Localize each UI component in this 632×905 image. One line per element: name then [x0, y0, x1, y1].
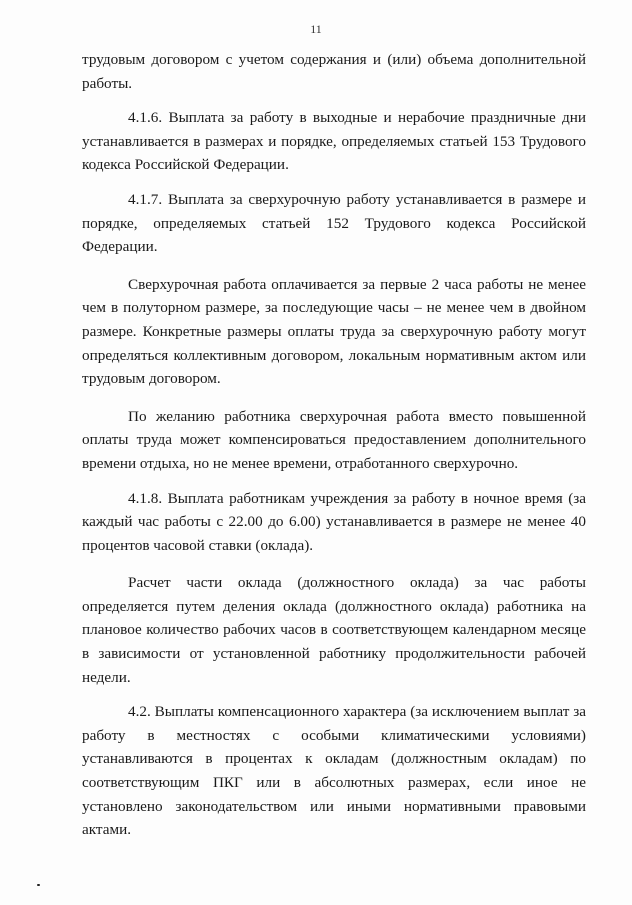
paragraph-4-1-8: 4.1.8. Выплата работникам учреждения за работу в ночное время (за каждый час работы с 22.00 до 6.00) устанавливается в размере не менее 40 процентов часовой ставки (оклада). — [82, 489, 586, 554]
paragraph-hourly-rate: Расчет части оклада (должностного оклада) за час работы определяется путем деления оклада (должностного оклада) работника на плановое количество рабочих часов в соответствующем календарном месяце в зависимости от установленной работнику продолжительности рабочей недели. — [82, 574, 586, 686]
page-number: 11 — [310, 22, 322, 36]
document-body — [82, 48, 586, 842]
paragraph-overtime-rest: По желанию работника сверхурочная работа вместо повышенной оплаты труда может компенсироваться предоставлением дополнительного времени отдыха, но не менее времени, отработанного сверхурочно. — [82, 407, 586, 472]
paragraph-4-1-6: 4.1.6. Выплата за работу в выходные и нерабочие праздничные дни устанавливается в размерах и порядке, определяемых статьей 153 Трудового кодекса Российской Федерации. — [82, 109, 586, 174]
paragraph-4-1-7: 4.1.7. Выплата за сверхурочную работу устанавливается в размере и порядке, определяемых статьей 152 Трудового кодекса Российской Федерации. — [82, 190, 586, 256]
paragraph-overtime-pay: Сверхурочная работа оплачивается за первые 2 часа работы не менее чем в полуторном размере, за последующие часы – не менее чем в двойном размере. Конкретные размеры оплаты труда за сверхурочную работу могут определяться коллективным договором, локальным нормативным актом или трудовым договором. — [82, 275, 586, 388]
scan-speck — [37, 884, 40, 886]
paragraph-continuation: трудовым договором с учетом содержания и (или) объема дополнительной работы. — [82, 51, 586, 92]
paragraph-4-2: 4.2. Выплаты компенсационного характера (за исключением выплат за работу в местностях с особыми климатическими условиями) устанавливаются в процентах к окладам (должностным окладам) по соответствующим ПКГ или в абсолютных размерах, если иное не установлено законодательством или иными нормативными правовыми актами. — [82, 703, 586, 839]
